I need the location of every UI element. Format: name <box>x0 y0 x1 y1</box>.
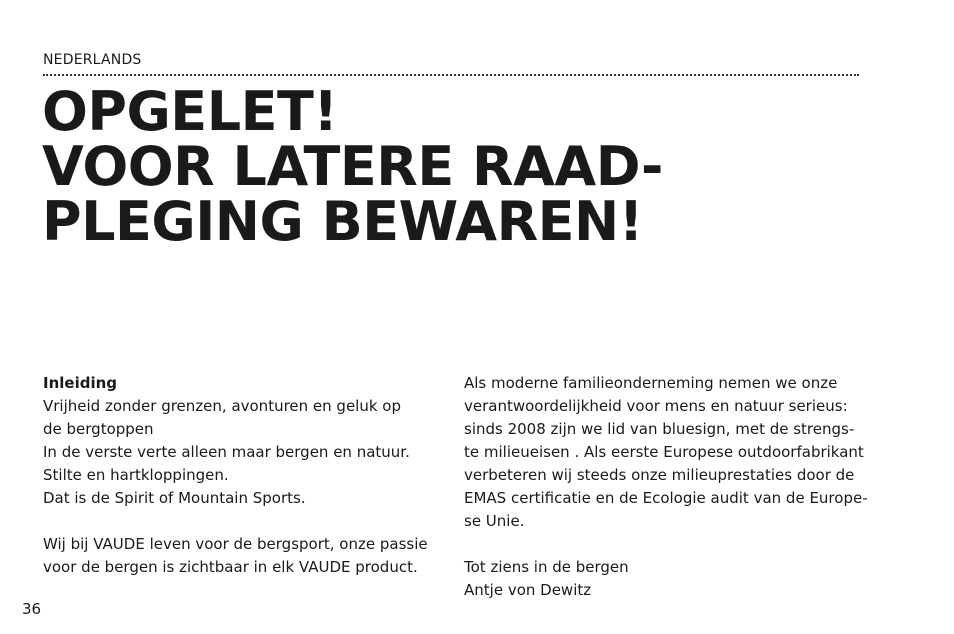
signature-name: Antje von Dewitz <box>464 581 592 599</box>
text-line: Dat is de Spirit of Mountain Sports. <box>43 489 306 507</box>
headline <box>42 80 663 253</box>
left-column <box>43 372 433 579</box>
text-line: verantwoordelijkheid voor mens en natuur serieus: <box>464 397 848 415</box>
text-line: EMAS certificatie en de Ecologie audit van de Europe- <box>464 489 868 507</box>
intro-heading: Inleiding <box>43 374 118 392</box>
paragraph-gap <box>43 510 433 533</box>
text-line: te milieueisen . Als eerste Europese outdoorfabrikant <box>464 443 864 461</box>
right-column <box>464 372 868 602</box>
text-line: Vrijheid zonder grenzen, avonturen en geluk op <box>43 397 402 415</box>
text-line: In de verste verte alleen maar bergen en natuur. <box>43 443 410 461</box>
closing-line: Tot ziens in de bergen <box>464 558 629 576</box>
page-number: 36 <box>22 600 42 618</box>
headline-line-3: PLEGING BEWAREN! <box>42 190 643 253</box>
text-line: de bergtoppen <box>43 420 154 438</box>
headline-line-2: VOOR LATERE RAAD- <box>42 135 663 198</box>
text-line: Wij bij VAUDE leven voor de bergsport, onze passie <box>43 535 428 553</box>
headline-line-1: OPGELET! <box>42 80 338 143</box>
text-line: voor de bergen is zichtbaar in elk VAUDE product. <box>43 558 418 576</box>
text-line: se Unie. <box>464 512 525 530</box>
text-line: Als moderne familieonderneming nemen we onze <box>464 374 838 392</box>
section-label: NEDERLANDS <box>43 52 142 68</box>
dotted-divider <box>43 74 859 76</box>
paragraph-gap <box>464 533 864 556</box>
text-line: sinds 2008 zijn we lid van bluesign, met de strengs- <box>464 420 855 438</box>
text-line: Stilte en hartkloppingen. <box>43 466 229 484</box>
text-line: verbeteren wij steeds onze milieuprestaties door de <box>464 466 855 484</box>
